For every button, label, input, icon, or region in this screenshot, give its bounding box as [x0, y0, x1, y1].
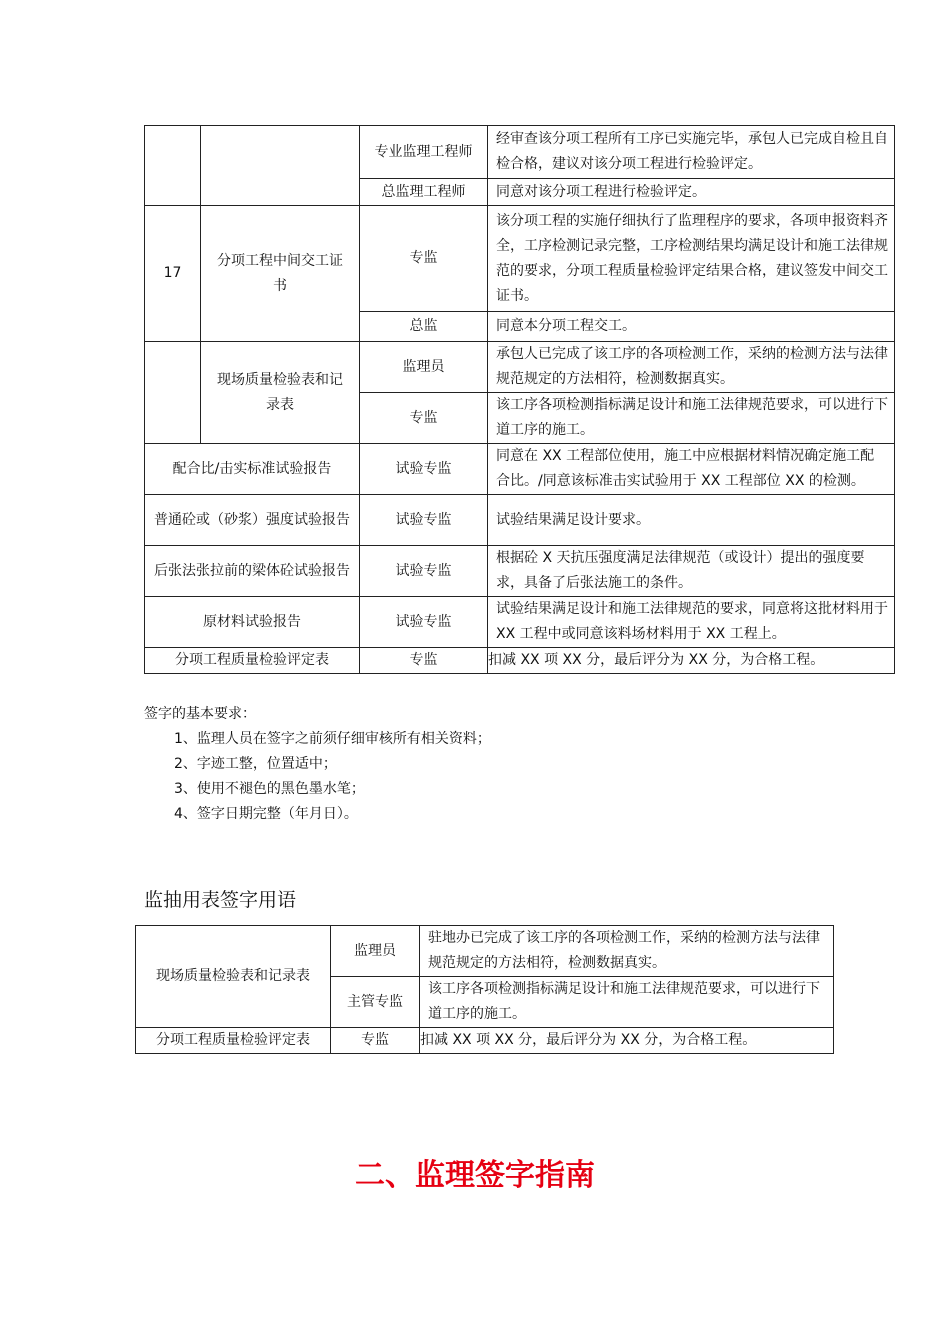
phrase-cell: 经审查该分项工程所有工序已实施完毕，承包人已完成自检且自检合格，建议对该分项工程进行检验评定。 [488, 126, 895, 179]
role-cell: 总监理工程师 [360, 179, 488, 206]
phrase-cell: 同意本分项工程交工。 [488, 312, 895, 342]
row-number: 17 [145, 206, 201, 342]
role-cell: 专监 [331, 1028, 420, 1054]
phrase-cell: 驻地办已完成了该工序的各项检测工作，采纳的检测方法与法律规范规定的方法相符，检测数据真实。 [420, 926, 834, 977]
role-cell: 监理员 [331, 926, 420, 977]
sampling-phrases-table [135, 925, 834, 1054]
form-name-cell: 分项工程中间交工证书 [201, 206, 360, 342]
requirements-title: 签字的基本要求： [144, 706, 256, 722]
requirement-item: 1、监理人员在签字之前须仔细审核所有相关资料； [174, 731, 491, 747]
requirement-item: 4、签字日期完整（年月日）。 [174, 806, 358, 822]
role-cell: 总监 [360, 312, 488, 342]
phrase-cell: 试验结果满足设计和施工法律规范的要求，同意将这批材料用于 XX 工程中或同意该料场材料用于 XX 工程上。 [488, 597, 895, 648]
role-cell: 监理员 [360, 342, 488, 393]
chapter-heading: 二、监理签字指南 [355, 1158, 595, 1193]
requirement-item: 3、使用不褪色的黑色墨水笔； [174, 781, 365, 797]
role-cell: 专监 [360, 206, 488, 312]
phrase-cell: 同意对该分项工程进行检验评定。 [488, 179, 895, 206]
phrase-cell: 根据砼 X 天抗压强度满足法律规范（或设计）提出的强度要求，具备了后张法施工的条件。 [488, 546, 895, 597]
phrase-cell: 该工序各项检测指标满足设计和施工法律规范要求，可以进行下道工序的施工。 [488, 393, 895, 444]
role-cell: 试验专监 [360, 597, 488, 648]
form-name-cell: 现场质量检验表和记录表 [136, 926, 331, 1028]
role-cell: 试验专监 [360, 546, 488, 597]
requirement-item: 2、字迹工整，位置适中； [174, 756, 337, 772]
phrase-cell: 扣减 XX 项 XX 分，最后评分为 XX 分，为合格工程。 [488, 648, 895, 674]
table-cell [145, 126, 201, 206]
phrase-cell: 同意在 XX 工程部位使用，施工中应根据材料情况确定施工配合比。/同意该标准击实试验用于 XX 工程部位 XX 的检测。 [488, 444, 895, 495]
phrase-cell: 扣减 XX 项 XX 分，最后评分为 XX 分，为合格工程。 [420, 1028, 834, 1054]
signing-requirements [144, 702, 491, 827]
phrase-cell: 该工序各项检测指标满足设计和施工法律规范要求，可以进行下道工序的施工。 [420, 977, 834, 1028]
form-name-cell: 原材料试验报告 [145, 597, 360, 648]
signature-phrases-table [144, 125, 895, 674]
phrase-cell: 该分项工程的实施仔细执行了监理程序的要求，各项申报资料齐全，工序检测记录完整，工序检测结果均满足设计和施工法律规范的要求，分项工程质量检验评定结果合格，建议签发中间交工证书。 [488, 206, 895, 312]
form-name-cell: 后张法张拉前的梁体砼试验报告 [145, 546, 360, 597]
role-cell: 试验专监 [360, 444, 488, 495]
form-name-cell: 分项工程质量检验评定表 [136, 1028, 331, 1054]
form-name-cell: 普通砼或（砂浆）强度试验报告 [145, 495, 360, 546]
role-cell: 主管专监 [331, 977, 420, 1028]
role-cell: 专业监理工程师 [360, 126, 488, 179]
role-cell: 专监 [360, 648, 488, 674]
role-cell: 专监 [360, 393, 488, 444]
phrase-cell: 承包人已完成了该工序的各项检测工作，采纳的检测方法与法律规范规定的方法相符，检测数据真实。 [488, 342, 895, 393]
form-name-cell: 配合比/击实标准试验报告 [145, 444, 360, 495]
phrase-cell: 试验结果满足设计要求。 [488, 495, 895, 546]
role-cell: 试验专监 [360, 495, 488, 546]
table-cell [201, 126, 360, 206]
section-title: 监抽用表签字用语 [144, 889, 297, 911]
table-cell [145, 342, 201, 444]
form-name-cell: 分项工程质量检验评定表 [145, 648, 360, 674]
form-name-cell: 现场质量检验表和记录表 [201, 342, 360, 444]
